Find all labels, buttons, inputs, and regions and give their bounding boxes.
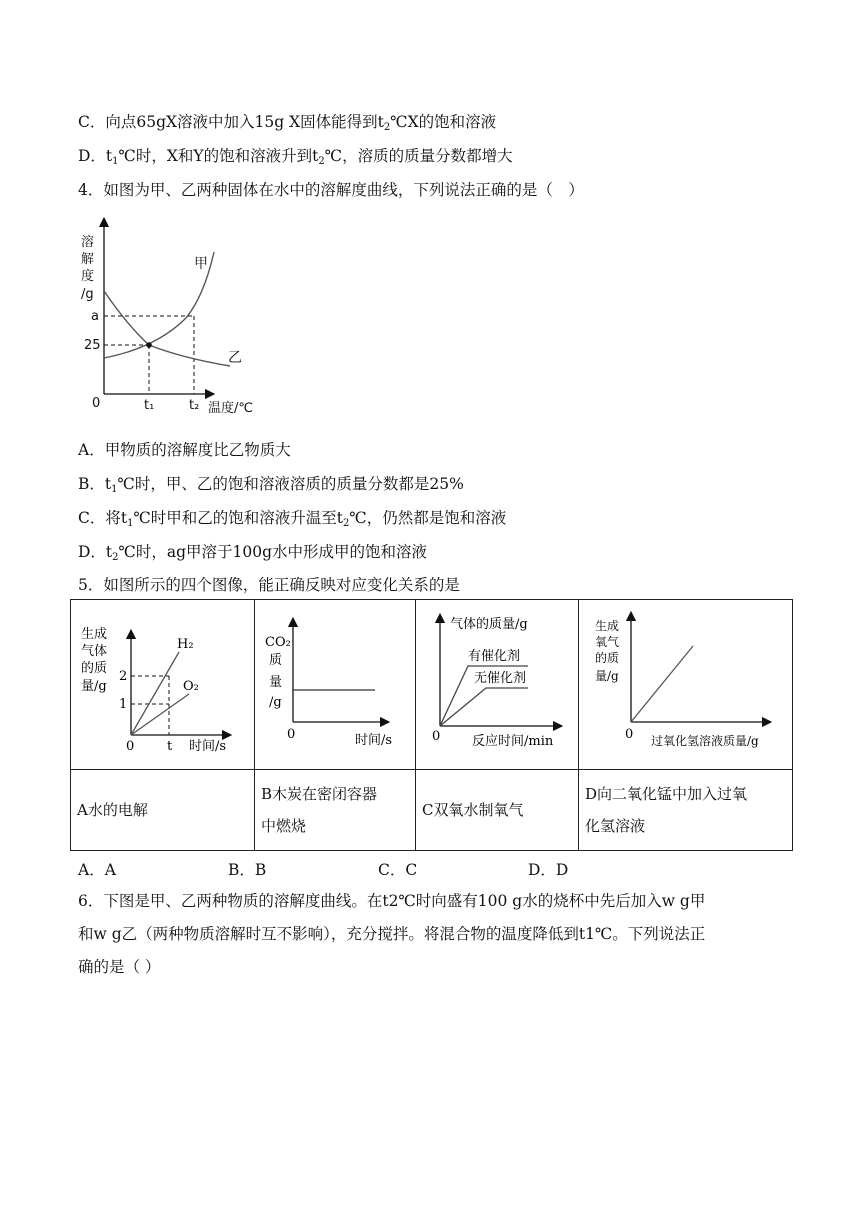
q5-option-label-c: C双氧水制氧气	[416, 770, 579, 851]
q6-stem-line-2: 和w g乙（两种物质溶解时互不影响），充分搅拌。将混合物的温度降低到t1℃。下列说法正	[78, 925, 706, 943]
q5-graph-d	[579, 600, 793, 769]
q5-option-label-b: B木炭在密闭容器 中燃烧	[255, 770, 416, 851]
q6-stem-line-1: 6．下图是甲、乙两种物质的溶解度曲线。在t2℃时向盛有100 g水的烧杯中先后加入w g甲	[78, 892, 706, 910]
svg-text:时间/s: 时间/s	[189, 739, 227, 754]
q3-option-d: D．$t_1℃$时，X和Y的饱和溶液升到$t_2℃$，溶质的质量分数都增大	[78, 147, 513, 167]
q3-option-c: C．向点65gX溶液中加入15g X固体能得到$t_2℃X$的饱和溶液	[78, 113, 497, 133]
svg-text:过氧化氢溶液质量/g: 过氧化氢溶液质量/g	[651, 734, 759, 748]
q4-option-d: D．$t_2℃$时，ag甲溶于100g水中形成甲的饱和溶液	[78, 543, 428, 563]
svg-text:O₂: O₂	[183, 679, 199, 694]
svg-text:质: 质	[269, 653, 283, 668]
svg-text:H₂: H₂	[177, 637, 194, 652]
q4-xlabel: 温度/℃	[208, 401, 253, 416]
q4-ytick-a: a	[91, 309, 99, 324]
q4-ylabel-2: 解	[81, 252, 95, 267]
q4-origin: 0	[92, 396, 101, 411]
q4-ytick-25: 25	[84, 338, 101, 353]
q5-graph-b	[255, 600, 416, 769]
svg-text:t: t	[167, 739, 173, 754]
q5-choice-d: D．D	[528, 861, 569, 879]
svg-text:生成: 生成	[81, 627, 108, 642]
svg-text:量/g: 量/g	[81, 679, 107, 694]
svg-text:/g: /g	[269, 695, 282, 710]
q5-option-label-d: D向二氧化锰中加入过氧 化氢溶液	[579, 770, 793, 851]
q5-options-table	[70, 599, 793, 851]
q5-graph-cell-c	[416, 600, 579, 770]
svg-text:的质: 的质	[595, 651, 620, 665]
q5-choice-c: C．C	[378, 861, 418, 879]
svg-text:气体: 气体	[81, 644, 108, 659]
q6-stem-line-3: 确的是（ ）	[78, 958, 161, 976]
svg-text:生成: 生成	[595, 619, 620, 633]
q4-option-b: B．$t_1℃$时，甲、乙的饱和溶液溶质的质量分数都是25%	[78, 475, 464, 495]
q5-graph-cell-a	[71, 600, 255, 770]
svg-text:的质: 的质	[81, 661, 108, 676]
q5-stem: 5．如图所示的四个图像，能正确反映对应变化关系的是	[78, 576, 460, 594]
svg-text:0: 0	[625, 727, 634, 742]
q4-stem: 4．如图为甲、乙两种固体在水中的溶解度曲线，下列说法正确的是（ ）	[78, 181, 584, 199]
q4-label-jia: 甲	[194, 256, 208, 272]
q4-option-a: A．甲物质的溶解度比乙物质大	[78, 441, 291, 459]
q5-option-label-a: A水的电解	[71, 770, 255, 851]
svg-text:0: 0	[126, 739, 135, 754]
svg-text:0: 0	[432, 729, 441, 744]
svg-text:气体的质量/g: 气体的质量/g	[450, 617, 528, 632]
svg-text:2: 2	[119, 669, 128, 684]
svg-text:无催化剂: 无催化剂	[474, 671, 527, 686]
q5-graph-cell-d	[579, 600, 793, 770]
q4-curve-yi	[104, 291, 230, 366]
svg-text:量: 量	[269, 675, 283, 690]
q5-graph-c	[416, 600, 579, 769]
q4-option-c: C．将$t_1℃$时甲和乙的饱和溶液升温至$t_2℃$，仍然都是饱和溶液	[78, 509, 507, 529]
svg-text:量/g: 量/g	[595, 669, 619, 683]
q5-graph-a	[71, 600, 255, 769]
svg-text:0: 0	[287, 727, 296, 742]
svg-text:氧气: 氧气	[595, 635, 620, 649]
q5-choice-a: A．A	[78, 861, 116, 879]
q4-intersection-point	[146, 342, 152, 348]
q5-graph-cell-b	[255, 600, 416, 770]
svg-text:CO₂: CO₂	[265, 635, 291, 650]
q5-choice-b: B．B	[228, 861, 267, 879]
q4-label-yi: 乙	[228, 350, 242, 366]
q4-ylabel-4: /g	[81, 287, 94, 302]
svg-text:时间/s: 时间/s	[355, 733, 393, 748]
q4-ylabel-1: 溶	[81, 235, 95, 250]
svg-text:1: 1	[119, 697, 128, 712]
q4-solubility-graph	[78, 216, 278, 422]
svg-text:反应时间/min: 反应时间/min	[472, 734, 554, 749]
svg-text:有催化剂: 有催化剂	[468, 649, 521, 664]
q4-xtick-t2: t₂	[189, 398, 200, 413]
q4-ylabel-3: 度	[81, 269, 95, 284]
q4-xtick-t1: t₁	[144, 398, 155, 413]
